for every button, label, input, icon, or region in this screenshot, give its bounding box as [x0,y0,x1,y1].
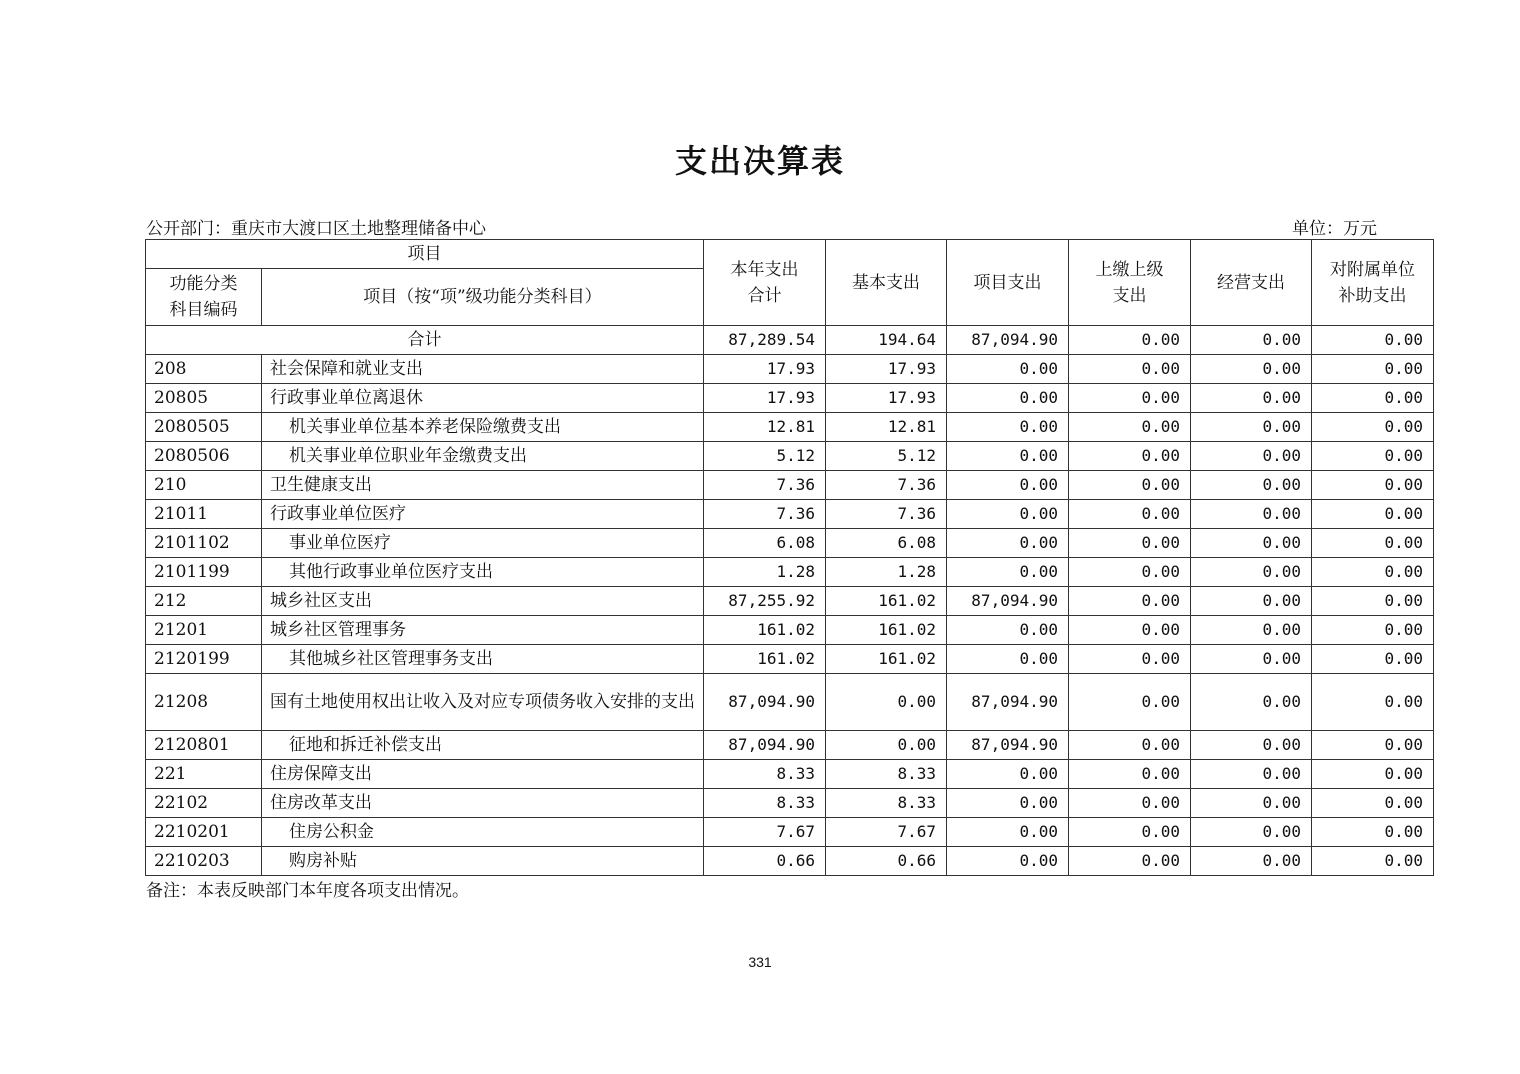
row-value: 0.00 [947,616,1069,645]
row-value: 0.00 [1069,413,1191,442]
row-value: 8.33 [704,760,826,789]
row-value: 87,094.90 [947,587,1069,616]
row-value: 0.00 [947,500,1069,529]
row-value: 0.00 [1069,674,1191,731]
table-row [146,760,1434,789]
row-name: 国有土地使用权出让收入及对应专项债务收入安排的支出 [262,674,704,731]
table-row [146,616,1434,645]
row-value: 5.12 [826,442,947,471]
table-row [146,558,1434,587]
row-value: 161.02 [704,616,826,645]
row-value: 87,094.90 [947,674,1069,731]
row-value: 0.00 [947,645,1069,674]
row-value: 0.00 [1069,645,1191,674]
row-name: 其他城乡社区管理事务支出 [262,645,704,674]
row-value: 0.00 [1312,847,1434,876]
table-row [146,587,1434,616]
row-value: 0.66 [826,847,947,876]
row-code: 2101199 [146,558,262,587]
row-value: 1.28 [826,558,947,587]
row-code: 21208 [146,674,262,731]
row-value: 0.00 [1312,616,1434,645]
row-value: 0.00 [1312,355,1434,384]
row-value: 0.00 [1312,587,1434,616]
row-value: 0.00 [1191,500,1312,529]
header-upper-text: 上缴上级 支出 [1095,259,1164,306]
row-code: 22102 [146,789,262,818]
row-value: 0.66 [704,847,826,876]
total-cell: 0.00 [1191,326,1312,355]
header-total [704,240,826,326]
row-value: 8.33 [704,789,826,818]
row-code: 208 [146,355,262,384]
row-value: 6.08 [826,529,947,558]
row-name: 其他行政事业单位医疗支出 [262,558,704,587]
row-code: 2101102 [146,529,262,558]
table-body [146,326,1434,876]
table-row [146,442,1434,471]
row-name: 机关事业单位职业年金缴费支出 [262,442,704,471]
row-value: 0.00 [1069,529,1191,558]
row-name: 社会保障和就业支出 [262,355,704,384]
row-name: 住房公积金 [262,818,704,847]
table-row [146,471,1434,500]
row-value: 8.33 [826,760,947,789]
row-value: 7.36 [704,471,826,500]
row-value: 0.00 [947,760,1069,789]
row-value: 17.93 [826,355,947,384]
header-subsidy-text: 对附属单位 补助支出 [1330,259,1415,306]
row-code: 21011 [146,500,262,529]
row-value: 0.00 [1191,355,1312,384]
header-subsidy [1312,240,1434,326]
total-cell: 0.00 [1069,326,1191,355]
header-basic: 基本支出 [826,240,947,326]
row-value: 161.02 [704,645,826,674]
row-value: 0.00 [826,674,947,731]
table-row [146,355,1434,384]
row-value: 0.00 [1191,847,1312,876]
expenditure-table [145,239,1434,876]
row-value: 0.00 [1191,731,1312,760]
total-cell: 87,289.54 [704,326,826,355]
row-name: 征地和拆迁补偿支出 [262,731,704,760]
row-value: 0.00 [1069,616,1191,645]
table-row [146,529,1434,558]
row-value: 0.00 [1069,731,1191,760]
row-value: 0.00 [1191,645,1312,674]
row-value: 87,255.92 [704,587,826,616]
row-value: 17.93 [826,384,947,413]
row-name: 行政事业单位离退休 [262,384,704,413]
row-value: 0.00 [1312,645,1434,674]
row-value: 0.00 [1312,529,1434,558]
unit-label: 单位：万元 [1292,219,1377,239]
row-code: 2210201 [146,818,262,847]
page-number: 331 [748,954,772,970]
row-value: 0.00 [1069,471,1191,500]
row-value: 0.00 [1191,674,1312,731]
row-value: 0.00 [1312,731,1434,760]
page-title: 支出决算表 [674,142,845,180]
total-label: 合计 [146,326,704,355]
row-value: 12.81 [704,413,826,442]
row-value: 0.00 [1312,442,1434,471]
row-name: 行政事业单位医疗 [262,500,704,529]
row-value: 0.00 [1069,442,1191,471]
row-value: 1.28 [704,558,826,587]
row-code: 2080505 [146,413,262,442]
row-value: 0.00 [947,847,1069,876]
row-code: 2120199 [146,645,262,674]
row-code: 2210203 [146,847,262,876]
row-value: 0.00 [1191,529,1312,558]
row-name: 购房补贴 [262,847,704,876]
total-row [146,326,1434,355]
table-row [146,384,1434,413]
row-value: 7.67 [704,818,826,847]
row-value: 0.00 [1312,413,1434,442]
header-item: 项目支出 [947,240,1069,326]
header-project: 项目 [146,240,704,269]
row-value: 0.00 [1069,587,1191,616]
row-value: 7.36 [704,500,826,529]
row-value: 87,094.90 [704,731,826,760]
row-value: 0.00 [1191,616,1312,645]
row-code: 2120801 [146,731,262,760]
row-value: 7.67 [826,818,947,847]
table-row [146,500,1434,529]
row-value: 161.02 [826,616,947,645]
row-code: 210 [146,471,262,500]
department-label: 公开部门：重庆市大渡口区土地整理储备中心 [146,219,486,239]
row-value: 0.00 [947,355,1069,384]
row-value: 0.00 [1191,413,1312,442]
row-value: 0.00 [1312,471,1434,500]
row-code: 212 [146,587,262,616]
header-code-text: 功能分类 科目编码 [169,274,238,320]
row-value: 0.00 [1191,384,1312,413]
row-value: 6.08 [704,529,826,558]
table-row [146,413,1434,442]
row-value: 0.00 [1312,500,1434,529]
table-row [146,789,1434,818]
row-value: 12.81 [826,413,947,442]
row-value: 0.00 [947,384,1069,413]
row-name: 住房保障支出 [262,760,704,789]
row-value: 17.93 [704,355,826,384]
row-value: 8.33 [826,789,947,818]
row-value: 0.00 [947,442,1069,471]
row-value: 0.00 [947,789,1069,818]
row-value: 5.12 [704,442,826,471]
row-value: 161.02 [826,645,947,674]
row-name: 住房改革支出 [262,789,704,818]
row-code: 2080506 [146,442,262,471]
header-code [146,269,262,326]
row-value: 0.00 [1191,818,1312,847]
row-value: 0.00 [947,818,1069,847]
total-cell: 194.64 [826,326,947,355]
row-value: 161.02 [826,587,947,616]
row-name: 城乡社区管理事务 [262,616,704,645]
row-value: 0.00 [1191,558,1312,587]
row-value: 0.00 [1312,384,1434,413]
row-value: 0.00 [947,413,1069,442]
footnote: 备注：本表反映部门本年度各项支出情况。 [146,881,469,901]
header-name: 项目（按“项”级功能分类科目） [262,269,704,326]
total-cell: 87,094.90 [947,326,1069,355]
row-value: 17.93 [704,384,826,413]
row-value: 0.00 [1191,760,1312,789]
row-name: 事业单位医疗 [262,529,704,558]
row-value: 0.00 [1069,789,1191,818]
row-code: 20805 [146,384,262,413]
table-row [146,818,1434,847]
row-value: 0.00 [1069,818,1191,847]
row-value: 87,094.90 [947,731,1069,760]
row-value: 0.00 [1069,558,1191,587]
row-value: 87,094.90 [704,674,826,731]
table-row [146,731,1434,760]
row-value: 0.00 [947,471,1069,500]
total-cell: 0.00 [1312,326,1434,355]
header-business: 经营支出 [1191,240,1312,326]
row-value: 0.00 [1069,500,1191,529]
row-value: 0.00 [947,558,1069,587]
row-value: 0.00 [1191,442,1312,471]
row-value: 0.00 [1191,789,1312,818]
row-value: 0.00 [1312,789,1434,818]
row-value: 0.00 [826,731,947,760]
row-name: 机关事业单位基本养老保险缴费支出 [262,413,704,442]
row-value: 0.00 [1312,674,1434,731]
row-value: 7.36 [826,471,947,500]
row-value: 7.36 [826,500,947,529]
row-name: 城乡社区支出 [262,587,704,616]
row-value: 0.00 [1312,558,1434,587]
row-value: 0.00 [1069,847,1191,876]
row-value: 0.00 [947,529,1069,558]
row-value: 0.00 [1191,471,1312,500]
table-row [146,847,1434,876]
row-code: 221 [146,760,262,789]
header-upper [1069,240,1191,326]
row-value: 0.00 [1312,760,1434,789]
header-total-text: 本年支出 合计 [730,259,799,306]
row-value: 0.00 [1069,760,1191,789]
row-code: 21201 [146,616,262,645]
table-header [146,240,1434,326]
row-value: 0.00 [1191,587,1312,616]
row-name: 卫生健康支出 [262,471,704,500]
row-value: 0.00 [1069,355,1191,384]
table-row [146,645,1434,674]
table-row [146,674,1434,731]
row-value: 0.00 [1069,384,1191,413]
row-value: 0.00 [1312,818,1434,847]
